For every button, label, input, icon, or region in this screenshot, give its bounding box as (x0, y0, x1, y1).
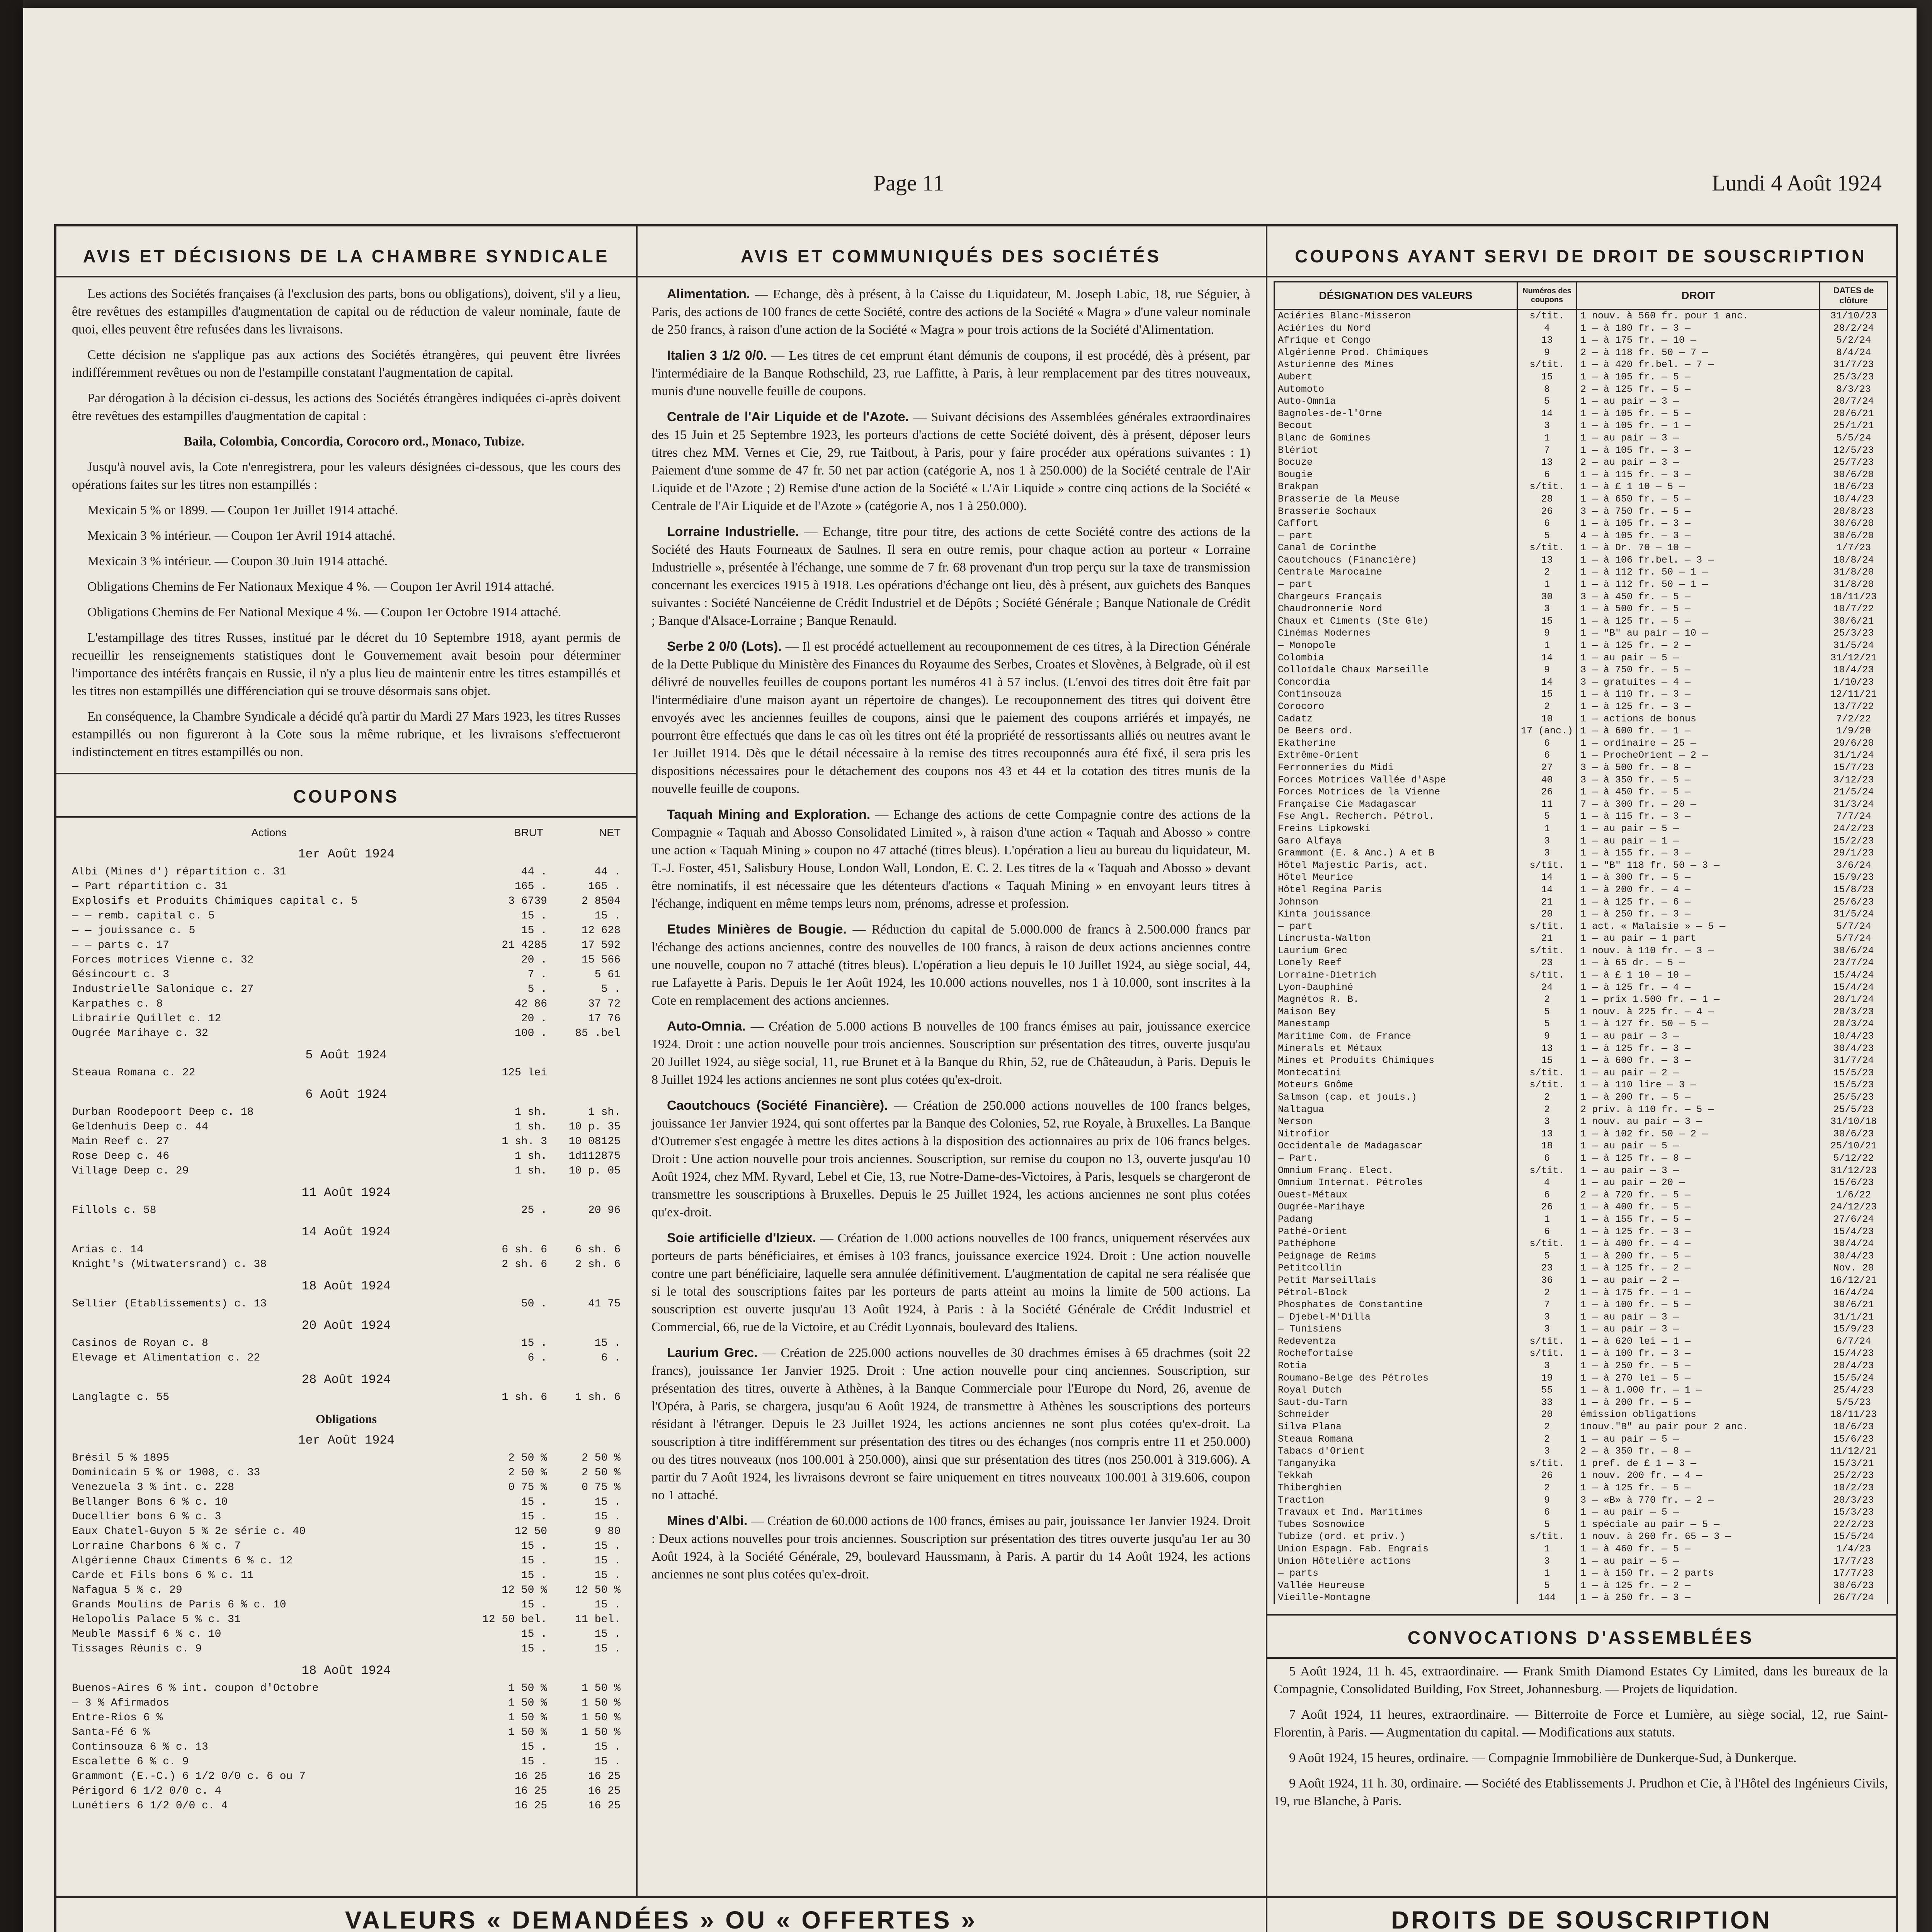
droit-row: — Part. 6 1 — à 125 fr. — 8 — 5/12/22 (1274, 1152, 1888, 1165)
demandees-box (56, 1898, 1267, 1932)
droit-row: Omnium Franç. Elect. s/tit. 1 — au pair — 3 — 31/12/23 (1274, 1165, 1888, 1177)
societe-item (651, 1344, 1250, 1504)
coupon-oblig-row: Nafagua 5 % c. 29 12 50 % 12 50 % (72, 1584, 621, 1596)
coupons-header: Actions BRUT NET (251, 827, 621, 838)
societe-item (651, 1017, 1250, 1089)
droit-h-dates: DATES de clôture (1820, 282, 1888, 310)
societe-text: — Création de 5.000 actions B nouvelles de 100 francs émises au pair, jouissance exercice 1924. Droit : une action nouvelle pour trois anciennes. Souscription sur présentation des titres, ouverte jusqu'au 20 Juillet 1924, au siège social, 11, rue Brunet et à la Banque du Rhin, 52, rue de Châteaudun, à Paris. Depuis le 8 Juillet 1924 les actions anciennes ne sont plus cotées qu'ex-droit. (651, 1019, 1250, 1087)
droit-row: Française Cie Madagascar 11 7 — à 300 fr. — 20 — 31/3/24 (1274, 798, 1888, 811)
coupon-row: Steaua Romana c. 22 125 lei (72, 1067, 547, 1079)
droit-row: Centrale Marocaine 2 1 — à 112 fr. 50 — 1 — 31/8/20 (1274, 566, 1888, 578)
coupon-oblig-row: Escalette 6 % c. 9 15 . 15 . (72, 1756, 621, 1768)
societe-item (651, 1097, 1250, 1221)
societe-name: Alimentation. (667, 287, 750, 301)
coupon-row: Village Deep c. 29 1 sh. 10 p. 05 (72, 1165, 621, 1177)
droit-row: Steaua Romana 2 1 — au pair — 5 — 15/6/23 (1274, 1433, 1888, 1446)
mexique-item: Mexicain 3 % intérieur. — Coupon 30 Juin 1914 attaché. (87, 554, 388, 568)
coupon-oblig-row: Dominicain 5 % or 1908, c. 33 2 50 % 2 50 % (72, 1467, 621, 1479)
droit-row: Tanganyika s/tit. 1 pref. de £ 1 — 3 — 15/3/21 (1274, 1458, 1888, 1470)
droit-row: Automoto 8 2 — à 125 fr. — 5 — 8/3/23 (1274, 383, 1888, 396)
coupon-row: Industrielle Salonique c. 27 5 . 5 . (72, 983, 621, 995)
droit-row: Silva Plana 2 1nouv."B" au pair pour 2 anc. 10/6/23 (1274, 1421, 1888, 1433)
coupon-oblig-row: Lunétiers 6 1/2 0/0 c. 4 16 25 16 25 (72, 1800, 621, 1812)
avis-p6: En conséquence, la Chambre Syndicale a décidé qu'à partir du Mardi 27 Mars 1923, les titres Russes estampillés ou non figureront à la Cote sous la même rubrique, et les livraisons s'effectueront indistinctement en titres estampillés ou non. (72, 709, 621, 759)
societe-text: — Il est procédé actuellement au recouponnement de ces titres, à la Direction Générale de la Dette Publique du Ministère des Finances du Royaume des Serbes, Croates et Slovènes, à Belgrade, où il est délivré de nouvelles feuilles de coupons portant les numéros 41 à 57 inclus. (L'envoi des titres doit être fait par l'intermédiaire d'une maison ayant un répertoire de changes). Le recouponnement des titres qui doivent être envoyés avec les anciennes feuilles de coupons, ainsi que le paiement des coupons arriérés et impayés, ne pourront être effectués que dans le cas où les titres ont été la propriété de ressortissants alliés ou neutres avant le 1er Juillet 1914. Dès que le détail nécessaire à la remise des titres recouponnés aura été fixé, il sera pris les dispositions nécessaires pour le détachement des coupons nos 43 et 44 et la cotation des titres munis de la nouvelle feuille de coupons. (651, 639, 1251, 796)
droit-row: Tabacs d'Orient 3 2 — à 350 fr. — 8 — 11/12/21 (1274, 1445, 1888, 1458)
droit-row: Petit Marseillais 36 1 — au pair — 2 — 16/12/21 (1274, 1274, 1888, 1287)
societe-text: — Echange, dès à présent, à la Caisse du Liquidateur, M. Joseph Labic, 18, rue Séguier, à Paris, des actions de 100 francs de cette Société, contre des actions de la Société « Magra » d'une valeur nominale de 250 francs, à raison d'une action de la Société « Magra » pour trois actions de la Société d'Alimentation. (651, 287, 1251, 337)
societe-name: Serbe 2 0/0 (Lots). (667, 639, 782, 654)
convocation-item: 9 Août 1924, 11 h. 30, ordinaire. — Société des Etablissements J. Prudhon et Cie, à l'Hôtel des Ingénieurs Civils, 19, rue Blanche, à Paris. (1274, 1776, 1888, 1808)
coupon-oblig-row: — 3 % Afirmados 1 50 % 1 50 % (72, 1697, 621, 1709)
societe-name: Mines d'Albi. (667, 1514, 748, 1528)
droit-row: Tubize (ord. et priv.) s/tit. 1 nouv. à 260 fr. 65 — 3 — 15/5/24 (1274, 1531, 1888, 1543)
societe-item (651, 523, 1250, 630)
droit-row: Aciéries Blanc-Misseron s/tit. 1 nouv. à 560 fr. pour 1 anc. 31/10/23 (1274, 310, 1888, 322)
droit-h-designation: DÉSIGNATION DES VALEURS (1274, 282, 1517, 310)
droit-row: Laurium Grec s/tit. 1 nouv. à 110 fr. — 3 — 30/6/24 (1274, 945, 1888, 957)
demandees-title: VALEURS « DEMANDÉES » OU « OFFERTES » (345, 1906, 978, 1932)
droit-row: Redeventza s/tit. 1 — à 620 lei — 1 — 6/7/24 (1274, 1335, 1888, 1348)
droit-row: Union Hôtelière actions 3 1 — au pair — 5 — 17/7/23 (1274, 1555, 1888, 1568)
mexique-item: Obligations Chemins de Fer National Mexique 4 %. — Coupon 1er Octobre 1914 attaché. (87, 605, 561, 619)
societe-text: — Création de 60.000 actions de 100 francs, émises au pair, jouissance 1er Janvier 1924. Droit : Deux actions nouvelles pour trois anciennes. Souscription sur présentation des titres ouverte jusqu'au 1er au 30 Août 1924, à la Société Générale, 29, boulevard Haussmann, à Paris. A partir du 14 Août 1924, les actions anciennes ne sont plus cotées qu'ex-droit. (651, 1514, 1250, 1582)
droit-row: Tekkah 26 1 nouv. 200 fr. — 4 — 25/2/23 (1274, 1469, 1888, 1482)
coupon-oblig-row: Meuble Massif 6 % c. 10 15 . 15 . (72, 1628, 621, 1640)
societe-name: Caoutchoucs (Société Financière). (667, 1098, 888, 1113)
mexique-list (72, 502, 621, 621)
droit-row: Naltagua 2 2 priv. à 110 fr. — 5 — 25/5/23 (1274, 1104, 1888, 1116)
droit-row: Ouest-Métaux 6 2 — à 720 fr. — 5 — 1/6/22 (1274, 1189, 1888, 1201)
societe-text: — Echange, titre pour titre, des actions de cette Société contre des actions de la Société des Hauts Fourneaux de Saulnes. Il sera en outre remis, pour chaque action au porteur « Lorraine Industrielle », présentée à l'échange, une somme de 7 fr. 68 provenant d'un trop perçu sur la taxe de transmission concernant les exercices 1915 à 1918. Les opérations d'échange ont lieu, dès à présent, aux guichets des Banques suivantes : Société Nancéienne de Crédit Industriel et de Dépôts ; Société Générale ; Banque Nationale de Crédit ; Banque d'Alsace-Lorraine ; Banque Renauld. (651, 525, 1250, 628)
droit-row: Johnson 21 1 — à 125 fr. — 6 — 25/6/23 (1274, 896, 1888, 908)
societe-name: Auto-Omnia. (667, 1019, 746, 1034)
droit-row: — parts 1 1 — à 150 fr. — 2 parts 17/7/23 (1274, 1567, 1888, 1580)
droit-row: Union Espagn. Fab. Engrais 1 1 — à 460 fr. — 5 — 1/4/23 (1274, 1543, 1888, 1555)
droit-row: Vieille-Montagne 144 1 — à 250 fr. — 3 — 26/7/24 (1274, 1592, 1888, 1604)
mexique-item: Mexicain 3 % intérieur. — Coupon 1er Avril 1914 attaché. (87, 529, 396, 543)
societe-text: — Suivant décisions des Assemblées générales extraordinaires des 15 Juin et 25 Septembre 1923, les porteurs d'actions de cette Société doivent, dès à présent, déposer leurs titres chez MM. Vernes et Cie, 29, rue Taitbout, à Paris, pour y faire procéder aux opérations suivantes : 1) Paiement d'une somme de 47 fr. 50 net par action (catégorie A, nos 1 à 250.000) de la Société centrale de l'Air Liquide et de l'Azote ; 2) Remise d'une action de la Société « L'Air Liquide » contre cinq actions de la Société « Centrale de l'Air Liquide et de l'Azote » (catégorie A, nos 1 à 250.000). (651, 410, 1251, 513)
droit-row: Forces Motrices Vallée d'Aspe 40 3 — à 350 fr. — 5 — 3/12/23 (1274, 774, 1888, 786)
droit-row: Magnétos R. B. 2 1 — prix 1.500 fr. — 1 — 20/1/24 (1274, 993, 1888, 1006)
droit-row: Hôtel Regina Paris 14 1 — à 200 fr. — 4 — 15/8/23 (1274, 884, 1888, 896)
societe-name: Lorraine Industrielle. (667, 524, 799, 539)
coupon-row: Arias c. 14 6 sh. 6 6 sh. 6 (72, 1244, 621, 1256)
droit-row: Brasserie de la Meuse 28 1 — à 650 fr. — 5 — 10/4/23 (1274, 493, 1888, 505)
avis-title: AVIS ET DÉCISIONS DE LA CHAMBRE SYNDICALE (56, 234, 636, 277)
coupon-oblig-row: Ducellier bons 6 % c. 3 15 . 15 . (72, 1511, 621, 1523)
societes-title: AVIS ET COMMUNIQUÉS DES SOCIÉTÉS (636, 234, 1266, 277)
droit-row: Rotia 3 1 — à 250 fr. — 5 — 20/4/23 (1274, 1360, 1888, 1372)
droit-row: Brakpan s/tit. 1 — à £ 1 10 — 5 — 18/6/23 (1274, 481, 1888, 493)
mexique-item: Obligations Chemins de Fer Nationaux Mexique 4 %. — Coupon 1er Avril 1914 attaché. (87, 580, 554, 594)
coupon-date: 1er Août 1924 (298, 847, 395, 861)
droit-table (1274, 281, 1888, 1604)
coupons-oblig-title: Obligations (315, 1412, 377, 1426)
droit-row: Pathéphone s/tit. 1 — à 400 fr. — 4 — 30/4/24 (1274, 1238, 1888, 1250)
droit-row: — Djebel-M'Dilla 3 1 — au pair — 3 — 31/1/21 (1274, 1311, 1888, 1323)
droit-row: Corocoro 2 1 — à 125 fr. — 3 — 13/7/22 (1274, 701, 1888, 713)
droit-row: — part 1 1 — à 112 fr. 50 — 1 — 31/8/20 (1274, 578, 1888, 591)
droit-row: Hôtel Meurice 14 1 — à 300 fr. — 5 — 15/9/23 (1274, 871, 1888, 884)
societe-name: Etudes Minières de Bougie. (667, 922, 847, 937)
coupon-date: 5 Août 1924 (305, 1048, 387, 1062)
societe-item (651, 806, 1250, 913)
avis-p3: Par dérogation à la décision ci-dessus, les actions des Sociétés étrangères indiquées ci-après doivent être revêtues des estampilles d'augmentation de capital : (72, 391, 621, 423)
societe-item (651, 1229, 1250, 1336)
droit-row: Bougie 6 1 — à 115 fr. — 3 — 30/6/20 (1274, 469, 1888, 481)
societe-text: — Réduction du capital de 5.000.000 de francs à 2.500.000 francs par l'échange des actions anciennes, contre des nouvelles de 100 francs, à raison de deux actions anciennes contre une nouvelle, coupon no 7 attaché (titres bleus). L'opération a lieu depuis le 10 Juillet 1924, au siège social, 44, rue Lafayette à Paris. Depuis le 1er Août 1924, les 10.000 actions nouvelles, nos 1 à 10.000, sont inscrites à la Cote en remplacement des actions anciennes. (651, 922, 1251, 1008)
coupon-date: 28 Août 1924 (301, 1372, 391, 1387)
societe-item (651, 408, 1250, 515)
droit-row: — Monopole 1 1 — à 125 fr. — 2 — 31/5/24 (1274, 639, 1888, 652)
droit-row: Lonely Reef 23 1 — à 65 dr. — 5 — 23/7/24 (1274, 957, 1888, 969)
droit-row: Nitrofior 13 1 — à 102 fr. 50 — 2 — 30/6/23 (1274, 1128, 1888, 1140)
droit-row: Mines et Produits Chimiques 15 1 — à 600 fr. — 3 — 31/7/24 (1274, 1054, 1888, 1067)
societe-text: — Création de 225.000 actions nouvelles de 30 drachmes émises à 65 drachmes (soit 22 francs), jouissance 1er Janvier 1925. Droit : Une action nouvelle pour cinq anciennes. Souscription, sur présentation des titres, ouverte à Athènes, à la Banque Commerciale pour l'Europe du Nord, 26, avenue de l'Opéra, à Paris, se chargera, jusqu'au 6 Août 1924, de transmettre à Athènes les souscriptions des porteurs résidant à l'étranger. Depuis le 23 Juillet 1924, les actions anciennes ne sont plus cotées qu'ex-droit. La souscription à titre indifféremment sur présentation des titres ou des échanges (nos compris entre 11 et 250.000) ou des titres nouveaux (nos 100.001 à 250.000), ainsi que sur présentation des titres (nos 250.001 à 319.606). A partir du 7 Août 1924, les livraisons devront se faire uniquement en titres nouveaux 100.001 à 319.606, coupon no 1 attaché. (651, 1346, 1250, 1502)
droit-row: Cadatz 10 1 — actions de bonus 7/2/22 (1274, 713, 1888, 725)
droit-row: Omnium Internat. Pétroles 4 1 — au pair — 20 — 15/6/23 (1274, 1177, 1888, 1189)
coupon-oblig-row: Santa-Fé 6 % 1 50 % 1 50 % (72, 1726, 621, 1738)
droit-row: Grammont (E. & Anc.) A et B 3 1 — à 155 fr. — 3 — 29/1/23 (1274, 847, 1888, 859)
coupon-oblig-row: Carde et Fils bons 6 % c. 11 15 . 15 . (72, 1570, 621, 1582)
droit-row: Pétrol-Block 2 1 — à 175 fr. — 1 — 16/4/24 (1274, 1287, 1888, 1299)
droit-row: Colombia 14 1 — au pair — 5 — 31/12/21 (1274, 652, 1888, 664)
droit-row: Montecatini s/tit. 1 — au pair — 2 — 15/5/23 (1274, 1067, 1888, 1079)
droit-row: Royal Dutch 55 1 — à 1.000 fr. — 1 — 25/4/23 (1274, 1384, 1888, 1396)
droit-row: Maritime Com. de France 9 1 — au pair — 3 — 10/4/23 (1274, 1030, 1888, 1043)
page-frame (54, 224, 1898, 1932)
societe-item (651, 920, 1250, 1010)
coupon-row: Librairie Quillet c. 12 20 . 17 76 (72, 1013, 621, 1025)
droit-row: Kinta jouissance 20 1 — à 250 fr. — 3 — 31/5/24 (1274, 908, 1888, 920)
coupon-oblig-row: Buenos-Aires 6 % int. coupon d'Octobre 1 50 % 1 50 % (72, 1682, 621, 1694)
societe-name: Laurium Grec. (667, 1345, 758, 1360)
societe-name: Centrale de l'Air Liquide et de l'Azote. (667, 410, 909, 424)
societe-name: Taquah Mining and Exploration. (667, 807, 871, 822)
droit-row: Lyon-Dauphiné 24 1 — à 125 fr. — 4 — 15/4/24 (1274, 981, 1888, 994)
coupon-row: Fillols c. 58 25 . 20 96 (72, 1204, 621, 1216)
coupon-row: Karpathes c. 8 42 86 37 72 (72, 998, 621, 1010)
droit-row: Fse Angl. Recherch. Pétrol. 5 1 — à 115 fr. — 3 — 7/7/24 (1274, 810, 1888, 823)
coupon-row: Ougrée Marihaye c. 32 100 . 85 .bel (72, 1027, 621, 1039)
droit-row: Lorraine-Dietrich s/tit. 1 — à £ 1 10 — 10 — 15/4/24 (1274, 969, 1888, 981)
droit-row: — part 5 4 — à 105 fr. — 3 — 30/6/20 (1274, 530, 1888, 542)
droit-row: Ougrée-Marihaye 26 1 — à 400 fr. — 5 — 24/12/23 (1274, 1201, 1888, 1213)
coupon-row: Rose Deep c. 46 1 sh. 1d112875 (72, 1150, 621, 1162)
droit-row: Continsouza 15 1 — à 110 fr. — 3 — 12/11/21 (1274, 688, 1888, 701)
coupon-row: Explosifs et Produits Chimiques capital c. 5 3 6739 2 8504 (72, 895, 621, 907)
coupon-date: 1er Août 1924 (298, 1433, 395, 1447)
societes-list (651, 285, 1250, 1583)
droit-row: Hôtel Majestic Paris, act. s/tit. 1 — "B" 118 fr. 50 — 3 — 3/6/24 (1274, 859, 1888, 872)
coupon-oblig-row: Algérienne Chaux Ciments 6 % c. 12 15 . 15 . (72, 1555, 621, 1567)
droit-row: Salmson (cap. et jouis.) 2 1 — à 200 fr. — 5 — 25/5/23 (1274, 1091, 1888, 1104)
droit-row: Padang 1 1 — à 155 fr. — 5 — 27/6/24 (1274, 1213, 1888, 1226)
avis-p2: Cette décision ne s'applique pas aux actions des Sociétés étrangères, qui peuvent être livrées indifféremment revêtues ou non de l'estampille constatant l'augmentation de capital. (72, 348, 621, 380)
droit-row: Phosphates de Constantine 7 1 — à 100 fr. — 5 — 30/6/21 (1274, 1299, 1888, 1311)
col-droit (1266, 226, 1896, 1896)
coupon-row: — — parts c. 17 21 4285 17 592 (72, 939, 621, 951)
page-number: Page 11 (873, 170, 944, 196)
droit-row: Rochefortaise s/tit. 1 — à 100 fr. — 3 — 15/4/23 (1274, 1347, 1888, 1360)
avis-p3b: Baila, Colombia, Concordia, Corocoro ord., Monaco, Tubize. (184, 434, 524, 449)
coupon-row: Main Reef c. 27 1 sh. 3 10 08125 (72, 1136, 621, 1148)
droit-row: Moteurs Gnôme s/tit. 1 — à 110 lire — 3 — 15/5/23 (1274, 1079, 1888, 1091)
coupon-row: Elevage et Alimentation c. 22 6 . 6 . (72, 1352, 621, 1364)
coupon-date: 6 Août 1924 (305, 1087, 387, 1102)
droit-row: Blanc de Gomines 1 1 — au pair — 3 — 5/5/24 (1274, 432, 1888, 444)
droit-row: Caoutchoucs (Financière) 13 1 — à 106 fr.bel. — 3 — 10/8/24 (1274, 554, 1888, 566)
droit-row: Algérienne Prod. Chimiques 9 2 — à 118 fr. 50 — 7 — 8/4/24 (1274, 347, 1888, 359)
coupon-oblig-row: Entre-Rios 6 % 1 50 % 1 50 % (72, 1712, 621, 1724)
col-avis-coupons (56, 226, 638, 1896)
societe-item (651, 347, 1250, 400)
coupon-row: — Part répartition c. 31 165 . 165 . (72, 881, 621, 893)
droit-row: Aciéries du Nord 4 1 — à 180 fr. — 3 — 28/2/24 (1274, 322, 1888, 335)
page-date: Lundi 4 Août 1924 (1712, 170, 1882, 196)
coupon-row: Forces motrices Vienne c. 32 20 . 15 566 (72, 954, 621, 966)
droit-row: Garo Alfaya 3 1 — au pair — 1 — 15/2/23 (1274, 835, 1888, 847)
coupon-oblig-row: Brésil 5 % 1895 2 50 % 2 50 % (72, 1452, 621, 1464)
coupons-title: COUPONS (56, 773, 636, 818)
coupon-oblig-row: Périgord 6 1/2 0/0 c. 4 16 25 16 25 (72, 1785, 621, 1797)
avis-p4: Jusqu'à nouvel avis, la Cote n'enregistrera, pour les valeurs désignées ci-dessous, que les cours des opérations faites sur les titres non estampillés : (72, 460, 621, 492)
coupon-row: Knight's (Witwatersrand) c. 38 2 sh. 6 2 sh. 6 (72, 1259, 621, 1270)
droit-row: Freins Lipkowski 1 1 — au pair — 5 — 24/2/23 (1274, 823, 1888, 835)
col-societes (636, 226, 1267, 1896)
droit-row: Chaux et Ciments (Ste Gle) 15 1 — à 125 fr. — 5 — 30/6/21 (1274, 615, 1888, 628)
coupons-list (72, 847, 621, 1405)
droit-row: Aubert 15 1 — à 105 fr. — 5 — 25/3/23 (1274, 371, 1888, 383)
droit-row: Ekatherine 6 1 — ordinaire — 25 — 29/6/20 (1274, 737, 1888, 750)
coupon-row: Langlagte c. 55 1 sh. 6 1 sh. 6 (72, 1391, 621, 1403)
coupon-date: 20 Août 1924 (301, 1318, 391, 1333)
avis-p5: L'estampillage des titres Russes, institué par le décret du 10 Septembre 1918, ayant permis de recueillir les renseignements statistiques dont le Gouvernement avait besoin pour déterminer l'importance des intérêts français en Russie, il n'y a plus lieu de maintenir entre les titres estampillés et les titres non estampillés une différenciation qui se trouve désormais sans objet. (72, 631, 621, 698)
societe-name: Italien 3 1/2 0/0. (667, 348, 767, 363)
droit-row: — part s/tit. 1 act. « Malaisie » — 5 — 5/7/24 (1274, 920, 1888, 933)
convocation-item: 7 Août 1924, 11 heures, extraordinaire. — Bitterroite de Force et Lumière, au siège social, 12, rue Saint-Florentin, à Paris. — Augmentation du capital. — Modifications aux statuts. (1274, 1707, 1888, 1740)
coupon-oblig-row: Helopolis Palace 5 % c. 31 12 50 bel. 11 bel. (72, 1614, 621, 1626)
convocation-item: 5 Août 1924, 11 h. 45, extraordinaire. — Frank Smith Diamond Estates Cy Limited, dans les bureaux de la Compagnie, Consolidated Building, Fox Street, Johannesburg. — Projets de liquidation. (1274, 1664, 1888, 1696)
societe-name: Soie artificielle d'Izieux. (667, 1231, 816, 1245)
droit-row: Brasserie Sochaux 26 3 — à 750 fr. — 5 — 20/8/23 (1274, 505, 1888, 518)
droit-h-droit: DROIT (1577, 282, 1820, 310)
droit-row: Chargeurs Français 30 3 — à 450 fr. — 5 — 18/11/23 (1274, 591, 1888, 603)
droit-row: — Tunisiens 3 1 — au pair — 3 — 15/9/23 (1274, 1323, 1888, 1335)
societe-text: — Les titres de cet emprunt étant démunis de coupons, il est procédé, dès à présent, par l'intermédiaire de la Banque Rothschild, 23, rue Laffitte, à Paris, à leur remplacement par des titres nouveaux, munis d'une nouvelle feuille de coupons. (651, 349, 1250, 398)
droit-row: Manestamp 5 1 — à 127 fr. 50 — 5 — 20/3/24 (1274, 1018, 1888, 1030)
coupon-date: 11 Août 1924 (301, 1185, 391, 1200)
droit-row: Nerson 3 1 nouv. au pair — 3 — 31/10/18 (1274, 1116, 1888, 1128)
coupon-oblig-row: Tissages Réunis c. 9 15 . 15 . (72, 1643, 621, 1655)
droit-row: Extrême-Orient 6 1 — ProcheOrient — 2 — 31/1/24 (1274, 749, 1888, 762)
droit-h-coupons: Numéros des coupons (1517, 282, 1577, 310)
avis-p1: Les actions des Sociétés françaises (à l'exclusion des parts, bons ou obligations), doivent, s'il y a lieu, être revêtues des estampilles d'augmentation de capital ou de réduction de valeur nominale, faute de quoi, elles peuvent être refusées dans les livraisons. (72, 287, 621, 337)
droit-row: Occidentale de Madagascar 18 1 — au pair — 5 — 25/10/21 (1274, 1140, 1888, 1152)
coupon-oblig-row: Bellanger Bons 6 % c. 10 15 . 15 . (72, 1496, 621, 1508)
coupon-oblig-row: Venezuela 3 % int. c. 228 0 75 % 0 75 % (72, 1481, 621, 1493)
coupon-row: Gésincourt c. 3 7 . 5 61 (72, 969, 621, 981)
societe-text: — Création de 250.000 actions nouvelles de 100 francs belges, jouissance 1er Janvier 1924, qui sont offertes par la Banque des Colonies, 52, rue Royale, à Bruxelles. La Banque d'Outremer s'est engagée à mettre les dites actions à la disposition des actionnaires au prix de 106 francs belges. Droit : Une action nouvelle pour trois anciennes. Souscription, sur remise du coupon no 13, ouverte jusqu'au 10 Août 1924, chez MM. Ryvard, Lebel et Cie, 13, rue Notre-Dame-des-Victoires, à Paris, lesquels se chargeront de transmettre les souscriptions à Bruxelles. Depuis le 25 Juillet 1924, les actions anciennes ne sont plus cotées qu'ex-droit. (651, 1099, 1250, 1219)
droits-title: DROITS DE SOUSCRIPTION (1391, 1906, 1772, 1932)
droit-row: Thiberghien 2 1 — à 125 fr. — 5 — 10/2/23 (1274, 1482, 1888, 1494)
societe-item (651, 638, 1250, 798)
convocations-title: CONVOCATIONS D'ASSEMBLÉES (1266, 1614, 1896, 1659)
droit-row: Forces Motrices de la Vienne 26 1 — à 450 fr. — 5 — 21/5/24 (1274, 786, 1888, 798)
droit-row: Bagnoles-de-l'Orne 14 1 — à 105 fr. — 5 — 20/6/21 (1274, 408, 1888, 420)
convocation-item: 9 Août 1924, 15 heures, ordinaire. — Compagnie Immobilière de Dunkerque-Sud, à Dunkerque. (1289, 1750, 1797, 1765)
droit-row: Concordia 14 3 — gratuites — 4 — 1/10/23 (1274, 676, 1888, 689)
droit-row: Ferronneries du Midi 27 3 — à 500 fr. — 8 — 15/7/23 (1274, 762, 1888, 774)
droit-row: Caffort 6 1 — à 105 fr. — 3 — 30/6/20 (1274, 517, 1888, 530)
droit-row: De Beers ord. 17 (anc.) 1 — à 600 fr. — 1 — 1/9/20 (1274, 725, 1888, 737)
societe-item (651, 285, 1250, 339)
coupon-row: Geldenhuis Deep c. 44 1 sh. 10 p. 35 (72, 1121, 621, 1133)
coupon-row: Durban Roodepoort Deep c. 18 1 sh. 1 sh. (72, 1106, 621, 1118)
droit-title: COUPONS AYANT SERVI DE DROIT DE SOUSCRIPTION (1266, 234, 1896, 277)
coupon-date: 18 Août 1924 (301, 1279, 391, 1293)
droit-row: Vallée Heureuse 5 1 — à 125 fr. — 2 — 30/6/23 (1274, 1580, 1888, 1592)
droit-row: Afrique et Congo 13 1 — à 175 fr. — 10 — 5/2/24 (1274, 334, 1888, 347)
societe-text: — Création de 1.000 actions nouvelles de 100 francs, uniquement réservées aux porteurs de parts bénéficiaires, et émises à 103 francs, jouissance exercice 1924. Droit : Une action nouvelle contre une part bénéficiaire, laquelle sera annulée définitivement. L'augmentation de capital ne sera réalisée que si le total des souscriptions faites par les porteurs de parts atteint au moins la limite de 500 actions. La souscription est ouverte jusqu'au 13 Août 1924, à Paris : à la Société Générale de Crédit Industriel et Commercial, 66, rue de la Victoire, et au Crédit Lyonnais, boulevard des Italiens. (651, 1231, 1250, 1334)
binding-edge (0, 0, 23, 1932)
coupon-oblig-row: Grammont (E.-C.) 6 1/2 0/0 c. 6 ou 7 16 25 16 25 (72, 1770, 621, 1782)
droit-row: Tubes Sosnowice 5 1 spéciale au pair — 5 — 22/2/23 (1274, 1519, 1888, 1531)
droit-row: Peignage de Reims 5 1 — à 200 fr. — 5 — 30/4/23 (1274, 1250, 1888, 1262)
droit-row: Canal de Corinthe s/tit. 1 — à Dr. 70 — 10 — 1/7/23 (1274, 542, 1888, 554)
coupon-date: 14 Août 1924 (301, 1225, 391, 1239)
droit-row: Pathé-Orient 6 1 — à 125 fr. — 3 — 15/4/23 (1274, 1226, 1888, 1238)
societe-text: — Echange des actions de cette Compagnie contre des actions de la Compagnie « Taquah and Abosso Consolidated Limited », à raison d'une action « Taquah and Abosso » contre une action « Taquah Mining » coupon no 47 attaché (titres bleus). L'opération a lieu au bureau du liquidateur, M. T.-J. Foster, 451, Salisbury House, London Wall, London, E. C. 2. Les titres de la « Taquah and Abosso » devant être nominatifs, il est nécessaire que les détenteurs d'actions « Taquah Mining » en envoyant leurs titres à l'échange, indiquent en même temps leurs nom, prénoms, adresse et profession. (651, 808, 1251, 911)
droit-row: Roumano-Belge des Pétroles 19 1 — à 270 lei — 5 — 15/5/24 (1274, 1372, 1888, 1384)
droit-row: Colloïdale Chaux Marseille 9 3 — à 750 fr. — 5 — 10/4/23 (1274, 664, 1888, 676)
coupon-row: — — jouissance c. 5 15 . 12 628 (72, 925, 621, 937)
coupon-oblig-row: Eaux Chatel-Guyon 5 % 2e série c. 40 12 50 9 80 (72, 1526, 621, 1537)
droit-row: Minerals et Métaux 13 1 — à 125 fr. — 3 — 30/4/23 (1274, 1043, 1888, 1055)
droit-row: Bocuze 13 2 — au pair — 3 — 25/7/23 (1274, 456, 1888, 469)
droit-row: Becout 3 1 — à 105 fr. — 1 — 25/1/21 (1274, 420, 1888, 432)
coupon-row: Sellier (Etablissements) c. 13 50 . 41 75 (72, 1298, 621, 1310)
droit-row: Petitcollin 23 1 — à 125 fr. — 2 — Nov. 20 (1274, 1262, 1888, 1274)
droit-row: Blériot 7 1 — à 105 fr. — 3 — 12/5/23 (1274, 444, 1888, 457)
coupon-row: Casinos de Royan c. 8 15 . 15 . (72, 1337, 621, 1349)
droits-box (1267, 1898, 1896, 1932)
coupons-oblig-list (72, 1433, 621, 1813)
coupon-row: Albi (Mines d') répartition c. 31 44 . 44 . (72, 866, 621, 878)
coupon-oblig-row: Grands Moulins de Paris 6 % c. 10 15 . 15 . (72, 1599, 621, 1611)
droit-row: Chaudronnerie Nord 3 1 — à 500 fr. — 5 — 10/7/22 (1274, 603, 1888, 615)
droit-row: Schneider 20 émission obligations 18/11/23 (1274, 1408, 1888, 1421)
droit-row: Asturienne des Mines s/tit. 1 — à 420 fr.bel. — 7 — 31/7/23 (1274, 359, 1888, 371)
droit-row: Maison Bey 5 1 nouv. à 225 fr. — 4 — 20/3/23 (1274, 1006, 1888, 1018)
mexique-item: Mexicain 5 % or 1899. — Coupon 1er Juillet 1914 attaché. (87, 503, 398, 517)
droit-row: Lincrusta-Walton 21 1 — au pair — 1 part 5/7/24 (1274, 932, 1888, 945)
coupon-oblig-row: Lorraine Charbons 6 % c. 7 15 . 15 . (72, 1540, 621, 1552)
newspaper-page (23, 8, 1917, 1932)
convocations-list (1274, 1663, 1888, 1810)
droit-row: Traction 9 3 — «B» à 770 fr. — 2 — 20/3/23 (1274, 1494, 1888, 1507)
droit-row: Saut-du-Tarn 33 1 — à 200 fr. — 5 — 5/5/23 (1274, 1396, 1888, 1409)
droit-row: Cinémas Modernes 9 1 — "B" au pair — 10 — 25/3/23 (1274, 627, 1888, 639)
coupon-row: — — remb. capital c. 5 15 . 15 . (72, 910, 621, 922)
coupon-date: 18 Août 1924 (301, 1663, 391, 1678)
droit-row: Travaux et Ind. Maritimes 6 1 — au pair — 5 — 15/3/23 (1274, 1506, 1888, 1519)
societe-item (651, 1512, 1250, 1583)
coupon-oblig-row: Continsouza 6 % c. 13 15 . 15 . (72, 1741, 621, 1753)
droit-row: Auto-Omnia 5 1 — au pair — 3 — 20/7/24 (1274, 395, 1888, 408)
